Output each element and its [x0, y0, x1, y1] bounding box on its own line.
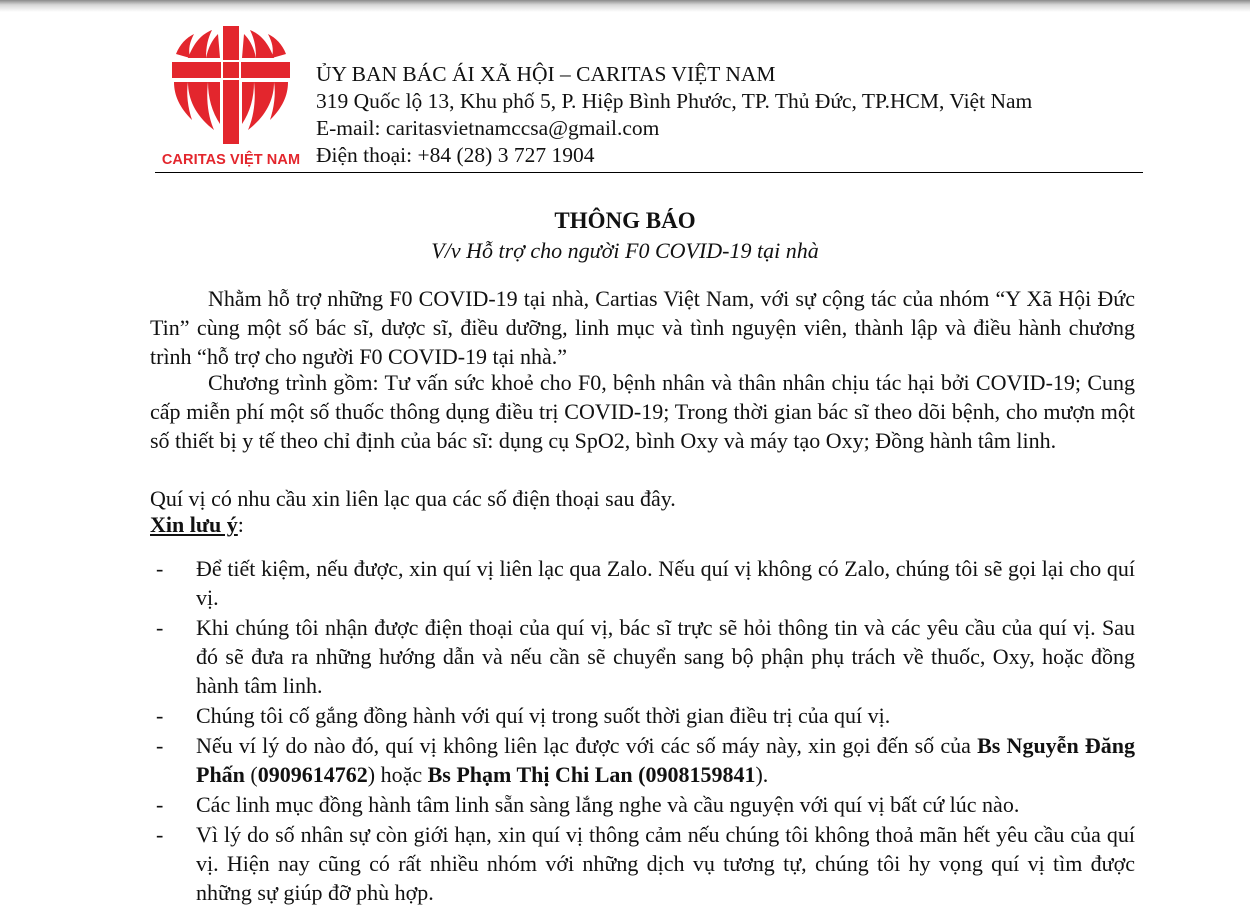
notes-list [150, 554, 1135, 908]
list-item [150, 790, 1135, 819]
list-item-text: Vì lý do số nhân sự còn giới hạn, xin quí vị thông cảm nếu chúng tôi không thoả mãn hết yêu cầu của quí vị. Hiện nay cũng có rất nhiều nhóm với những dịch vụ tương tự, chúng tôi hy vọng quí vị tìm được những sự giúp đỡ phù hợp. [196, 822, 1135, 905]
letterhead-divider [155, 172, 1143, 173]
list-item [150, 613, 1135, 700]
list-item-text: Các linh mục đồng hành tâm linh sẵn sàng lắng nghe và cầu nguyện với quí vị bất cứ lúc nào. [196, 792, 1020, 817]
organization-phone: Điện thoại: +84 (28) 3 727 1904 [316, 143, 595, 167]
list-dash: - [156, 615, 164, 640]
list-item [150, 701, 1135, 730]
contact-paragraph: Quí vị có nhu cầu xin liên lạc qua các số điện thoại sau đây. [150, 486, 676, 511]
doctor-name-phone-lan: Bs Phạm Thị Chi Lan (0908159841 [427, 762, 756, 787]
list-item-text: Chúng tôi cố gắng đồng hành với quí vị trong suốt thời gian điều trị của quí vị. [196, 703, 891, 728]
letterhead [316, 61, 1032, 169]
caritas-logo [155, 24, 307, 174]
organization-email: E-mail: caritasvietnamccsa@gmail.com [316, 116, 660, 140]
list-item [150, 731, 1135, 789]
list-item-text: Để tiết kiệm, nếu được, xin quí vị liên lạc qua Zalo. Nếu quí vị không có Zalo, chúng tôi sẽ gọi lại cho quí vị. [196, 556, 1135, 610]
contact-text: ( [244, 762, 258, 787]
organization-name: ỦY BAN BÁC ÁI XÃ HỘI – CARITAS VIỆT NAM [316, 62, 776, 86]
note-heading [150, 512, 244, 538]
list-item [150, 820, 1135, 907]
caritas-flame-cross-icon [168, 24, 294, 150]
list-dash: - [156, 822, 164, 847]
intro-paragraph: Nhằm hỗ trợ những F0 COVID-19 tại nhà, Cartias Việt Nam, với sự cộng tác của nhóm “Y Xã Hội Đức Tin” cùng một số bác sĩ, dược sĩ, điều dưỡng, linh mục và tình nguyện viên, thành lập và điều hành chương trình “hỗ trợ cho người F0 COVID-19 tại nhà.” [150, 286, 1135, 369]
organization-address: 319 Quốc lộ 13, Khu phố 5, P. Hiệp Bình Phước, TP. Thủ Đức, TP.HCM, Việt Nam [316, 89, 1033, 113]
list-dash: - [156, 733, 164, 758]
document-subtitle: V/v Hỗ trợ cho người F0 COVID-19 tại nhà [431, 238, 819, 263]
doctor-name-phan: Bs Nguyễn Đăng Phấn [196, 733, 1136, 787]
contact-text: ). [755, 762, 769, 787]
list-item [150, 554, 1135, 612]
list-dash: - [156, 556, 164, 581]
note-label: Xin lưu ý [150, 512, 238, 537]
document-title: THÔNG BÁO [554, 208, 696, 233]
contact-text: Nếu ví lý do nào đó, quí vị không liên lạc được với các số máy này, xin gọi đến số của [196, 733, 978, 758]
contact-text: ) hoặc [367, 762, 428, 787]
doctor-phone-phan: 0909614762 [257, 762, 368, 787]
program-paragraph: Chương trình gồm: Tư vấn sức khoẻ cho F0, bệnh nhân và thân nhân chịu tác hại bởi COVID-19; Cung cấp miễn phí một số thuốc thông dụng điều trị COVID-19; Trong thời gian bác sĩ theo dõi bệnh, cho mượn một số thiết bị y tế theo chỉ định của bác sĩ: dụng cụ SpO2, bình Oxy và máy tạo Oxy; Đồng hành tâm linh. [150, 370, 1135, 453]
list-dash: - [156, 703, 164, 728]
list-item-text [196, 733, 1135, 787]
list-dash: - [156, 792, 164, 817]
logo-caption: CARITAS VIỆT NAM [161, 152, 301, 168]
list-item-text: Khi chúng tôi nhận được điện thoại của quí vị, bác sĩ trực sẽ hỏi thông tin và các yêu cầu của quí vị. Sau đó sẽ đưa ra những hướng dẫn và nếu cần sẽ chuyển sang bộ phận phụ trách về thuốc, Oxy, hoặc đồng hành tâm linh. [196, 615, 1135, 698]
note-colon: : [237, 512, 244, 537]
